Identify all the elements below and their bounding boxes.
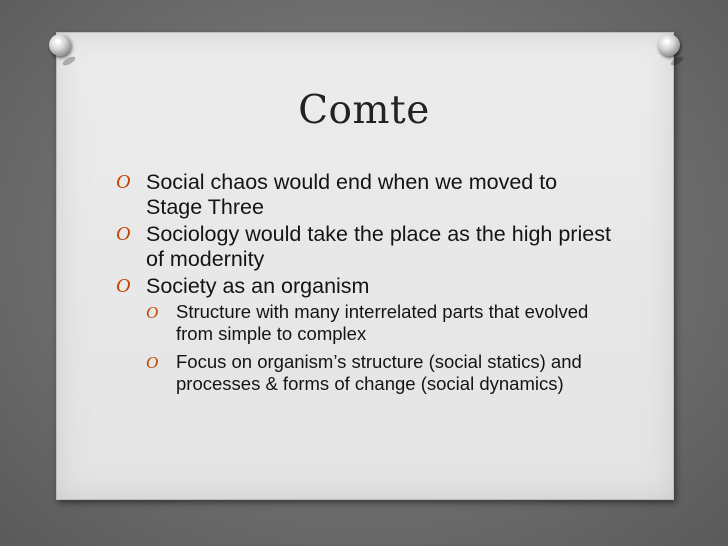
push-pin-icon [658,34,680,56]
sub-bullet-item [146,301,616,345]
bullet-marker-icon: O [146,303,159,322]
bullet-list [116,170,616,401]
bullet-item [116,222,616,272]
bullet-marker-icon: O [146,353,159,372]
sub-bullet-text: Structure with many interrelated parts that evolved from simple to complex [176,301,589,344]
sub-bullet-text: Focus on organism’s structure (social statics) and processes & forms of change (social dynamics) [176,351,582,394]
push-pin-icon [49,34,71,56]
slide-title: Comte [298,88,430,133]
bullet-item [116,274,616,395]
sub-bullet-list [146,301,616,395]
bullet-text: Society as an organism [146,274,370,298]
bullet-marker-icon: O [116,275,131,297]
bullet-marker-icon: O [116,171,131,193]
bullet-text: Sociology would take the place as the high priest of modernity [146,222,611,271]
bullet-text: Social chaos would end when we moved to Stage Three [146,170,558,219]
sub-bullet-item [146,351,616,395]
bullet-item [116,170,616,220]
bullet-marker-icon: O [116,223,131,245]
